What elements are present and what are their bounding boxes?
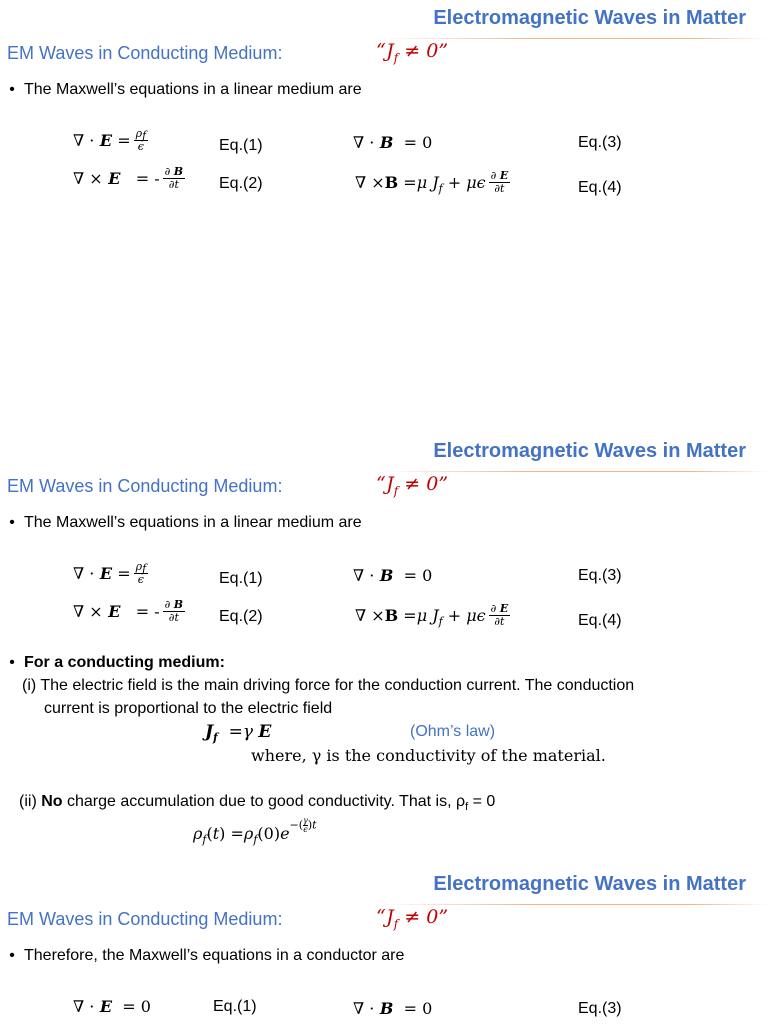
conducting-heading: • For a conducting medium: bbox=[9, 654, 225, 671]
title-divider bbox=[380, 38, 768, 39]
equation-label: Eq.(1) bbox=[219, 570, 263, 587]
equation-3: ∇ · B = 0 bbox=[353, 566, 433, 585]
equation-label: Eq.(4) bbox=[578, 612, 622, 629]
title-divider bbox=[380, 471, 768, 472]
ohms-law-label: (Ohm’s law) bbox=[410, 723, 496, 740]
point-2: (ii) No charge accumulation due to good conductivity. That is, $\rho_f = 0$ bbox=[19, 793, 496, 813]
equation-4: ∇ × B = μ $J_f$ + μϵ $\frac{\partial E}{\partial t}$ bbox=[355, 169, 509, 195]
bullet-item: • Therefore, the Maxwell’s equations in a conductor are bbox=[9, 947, 405, 964]
title-divider bbox=[380, 904, 768, 905]
slide-subtitle: EM Waves in Conducting Medium: bbox=[7, 476, 283, 496]
slide-title: Electromagnetic Waves in Matter bbox=[433, 7, 746, 29]
slide-title: Electromagnetic Waves in Matter bbox=[433, 440, 746, 462]
equation-label: Eq.(3) bbox=[578, 134, 622, 151]
equation-label: Eq.(4) bbox=[578, 179, 622, 196]
slide-2 bbox=[0, 433, 768, 866]
slide-title: Electromagnetic Waves in Matter bbox=[433, 873, 746, 895]
equation-1: ∇ · E = 0 bbox=[73, 997, 151, 1016]
equation-3: ∇ · B = 0 bbox=[353, 133, 433, 152]
conductivity-note: where, γ is the conductivity of the material. bbox=[251, 746, 606, 765]
point-1-line-1: (i) The electric field is the main driving force for the conduction current. The conduction bbox=[22, 677, 635, 694]
slide-subtitle: EM Waves in Conducting Medium: bbox=[7, 909, 283, 929]
equation-label: Eq.(2) bbox=[219, 175, 263, 192]
current-condition: “$J_f \ne 0$” bbox=[376, 473, 449, 498]
equation-label: Eq.(3) bbox=[578, 1000, 622, 1017]
equation-3: ∇ · B = 0 bbox=[353, 999, 433, 1018]
point-1-line-2: current is proportional to the electric field bbox=[44, 700, 333, 717]
bullet-item: • The Maxwell’s equations in a linear medium are bbox=[9, 514, 362, 531]
equation-label: Eq.(3) bbox=[578, 567, 622, 584]
equation-label: Eq.(1) bbox=[213, 998, 257, 1015]
equation-2: ∇ × E = - $\frac{\partial B}{\partial t}$ bbox=[73, 165, 184, 191]
equation-label: Eq.(2) bbox=[219, 608, 263, 625]
slide-3 bbox=[0, 866, 768, 1024]
current-condition: “$J_f \ne 0$” bbox=[376, 40, 449, 65]
slide-1 bbox=[0, 0, 768, 433]
ohms-law-equation: $J_f$ = γ E bbox=[205, 722, 272, 744]
equation-4: ∇ × B = μ $J_f$ + μϵ $\frac{\partial E}{\partial t}$ bbox=[355, 602, 509, 628]
equation-1: ∇ · E = $\frac{\rho f}{\epsilon}$ bbox=[73, 127, 147, 153]
equation-label: Eq.(1) bbox=[219, 137, 263, 154]
equation-2: ∇ × E = - $\frac{\partial B}{\partial t}$ bbox=[73, 598, 184, 624]
slide-subtitle: EM Waves in Conducting Medium: bbox=[7, 43, 283, 63]
bullet-item: • The Maxwell’s equations in a linear medium are bbox=[9, 81, 362, 98]
charge-decay-equation: $\rho_f$ ( t ) = $\rho_f$ (0) e −( $\frac{\gamma}{\epsilon}$ )t bbox=[193, 816, 317, 846]
current-condition: “$J_f \ne 0$” bbox=[376, 906, 449, 931]
equation-1: ∇ · E = $\frac{\rho f}{\epsilon}$ bbox=[73, 560, 147, 586]
